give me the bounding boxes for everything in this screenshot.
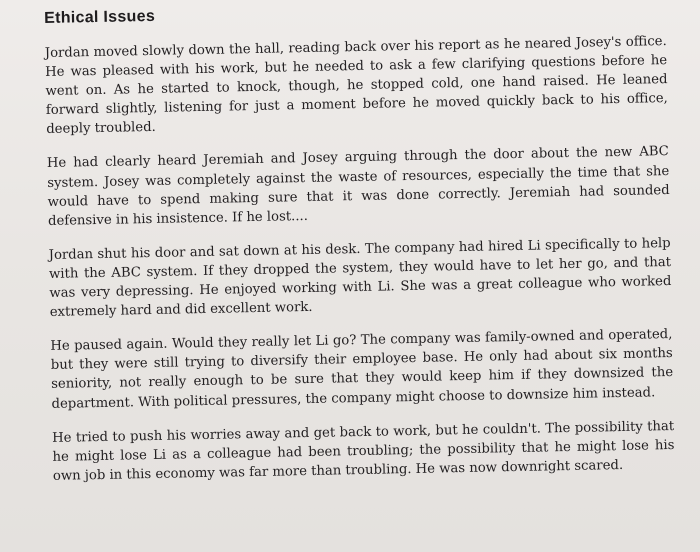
paragraph-4: He paused again. Would they really let Li go? The company was family-owned and operated, but they were still trying to diversify their employee base. He only had about six months seniority, not really enough to be sure that they would keep him if they downsized the department. With political pressures, the company might choose to downsize him instead. (50, 327, 674, 412)
paragraph-5: He tried to push his worries away and get back to work, but he couldn't. The possibility that he might lose Li as a colleague had been troubling; the possibility that he might lose his own job in this economy was far more than troubling. He was now downright scared. (52, 418, 675, 484)
paragraph-2: He had clearly heard Jeremiah and Josey arguing through the door about the new ABC system. Josey was completely against the waste of resources, especially the time that she would have to spend making sure that it was done correctly. Jeremiah had sounded defensive in his insistence. If he lost.... (46, 144, 670, 229)
paragraph-3: Jordan shut his door and sat down at his desk. The company had hired Li specifically to help with the ABC system. If they dropped the system, they would have to let her go, and that was very depressing. He enjoyed working with Li. She was a great colleague who worked extremely hard and did excellent work. (48, 235, 672, 321)
paragraph-1: Jordan moved slowly down the hall, reading back over his report as he neared Josey's office. He was pleased with his work, but he needed to ask a few clarifying questions before he went on. As he started to knock, though, he stopped cold, one hand raised. He leaned forward slightly, listening for just a moment before he moved quickly back to his office, deeply troubled. (44, 34, 668, 138)
document-body (44, 0, 675, 501)
section-heading: Ethical Issues (44, 7, 156, 27)
